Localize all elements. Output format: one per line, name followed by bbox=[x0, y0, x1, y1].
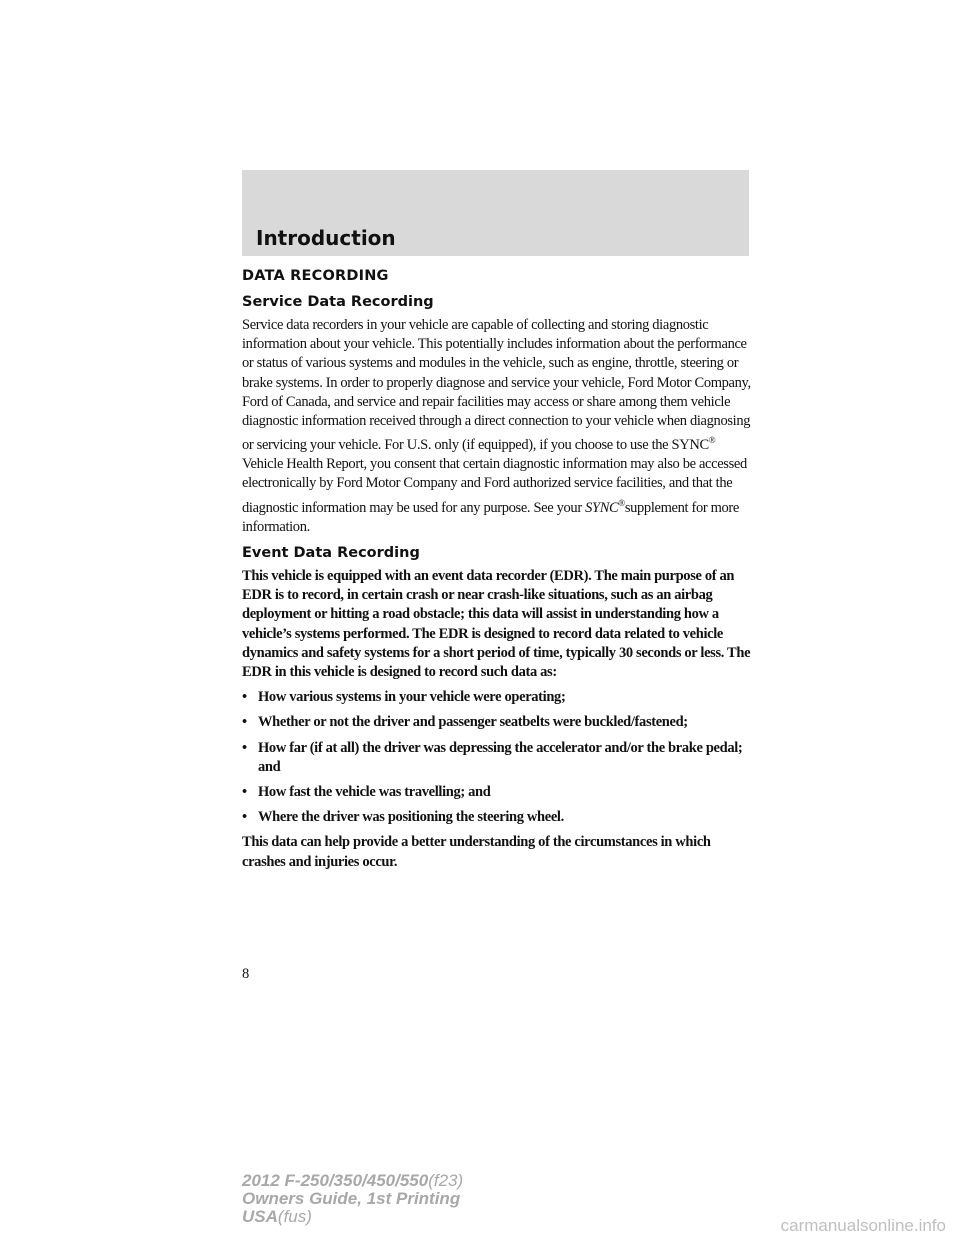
bullet-icon: • bbox=[242, 783, 247, 800]
sync-italic: SYNC bbox=[585, 499, 619, 516]
bullet-icon: • bbox=[242, 809, 247, 826]
service-text-part1: Service data recorders in your vehicle are capable of collecting and storing diagnostic information about your vehicle. This potentially includes information about the performance or status of various systems and modules in the vehicle, such as engine, throttle, steering or brake systems. In order to properly diagnose and service your vehicle, Ford Motor Company, Ford of Canada, and service and repair facilities may access or share among them vehicle diagnostic information received through a direct connection to your vehicle when diagnosing or servicing your vehicle. For U.S. only (if equipped), if you choose to use the SYNC bbox=[242, 317, 751, 454]
footer-line-3: USA(fus) bbox=[242, 1207, 312, 1226]
list-item: • How various systems in your vehicle were operating; bbox=[242, 688, 752, 707]
service-data-paragraph bbox=[242, 316, 752, 537]
service-data-recording-heading: Service Data Recording bbox=[242, 294, 434, 310]
footer-line-2: Owners Guide, 1st Printing bbox=[242, 1189, 461, 1208]
section-header-bar bbox=[242, 170, 749, 256]
footer-line-1: 2012 F-250/350/450/550(f23) bbox=[242, 1171, 464, 1190]
data-recording-heading: DATA RECORDING bbox=[242, 268, 389, 284]
site-watermark: carmanualsonline.info bbox=[780, 1216, 946, 1235]
event-data-recording-heading: Event Data Recording bbox=[242, 544, 420, 561]
service-text-part2: Vehicle Health Report, you consent that certain diagnostic information may also be accessed electronically by Ford Motor Company and Ford authorized service facilities, and that the diagnostic information may be used for any purpose. See your bbox=[242, 456, 747, 516]
print-footer bbox=[242, 1172, 463, 1226]
event-data-closing: This data can help provide a better understanding of the circumstances in which crashes and injuries occur. bbox=[242, 834, 711, 870]
bullet-icon: • bbox=[242, 714, 247, 731]
page-number: 8 bbox=[242, 966, 250, 982]
list-item: • How far (if at all) the driver was depressing the accelerator and/or the brake pedal; and bbox=[242, 739, 743, 775]
section-header-title: Introduction bbox=[256, 226, 396, 250]
list-item: • Whether or not the driver and passenger seatbelts were buckled/fastened; bbox=[242, 713, 752, 732]
edr-data-list bbox=[242, 688, 752, 827]
registered-mark: ® bbox=[708, 435, 716, 446]
service-text-part3: supplement for more information. bbox=[242, 499, 739, 535]
page-content bbox=[242, 268, 752, 878]
list-item: • Where the driver was positioning the steering wheel. bbox=[242, 808, 752, 827]
bullet-icon: • bbox=[242, 739, 247, 756]
list-item: • How fast the vehicle was travelling; and bbox=[242, 783, 752, 802]
bullet-icon: • bbox=[242, 689, 247, 706]
registered-mark-2: ® bbox=[618, 497, 625, 508]
event-data-intro: This vehicle is equipped with an event data recorder (EDR). The main purpose of an EDR is to record, in certain crash or near crash-like situations, such as an airbag deployment or hitting a road obstacle; this data will assist in understanding how a vehicle’s systems performed. The EDR is designed to record data related to vehicle dynamics and safety systems for a short period of time, typically 30 seconds or less. The EDR in this vehicle is designed to record such data as: bbox=[242, 567, 751, 680]
